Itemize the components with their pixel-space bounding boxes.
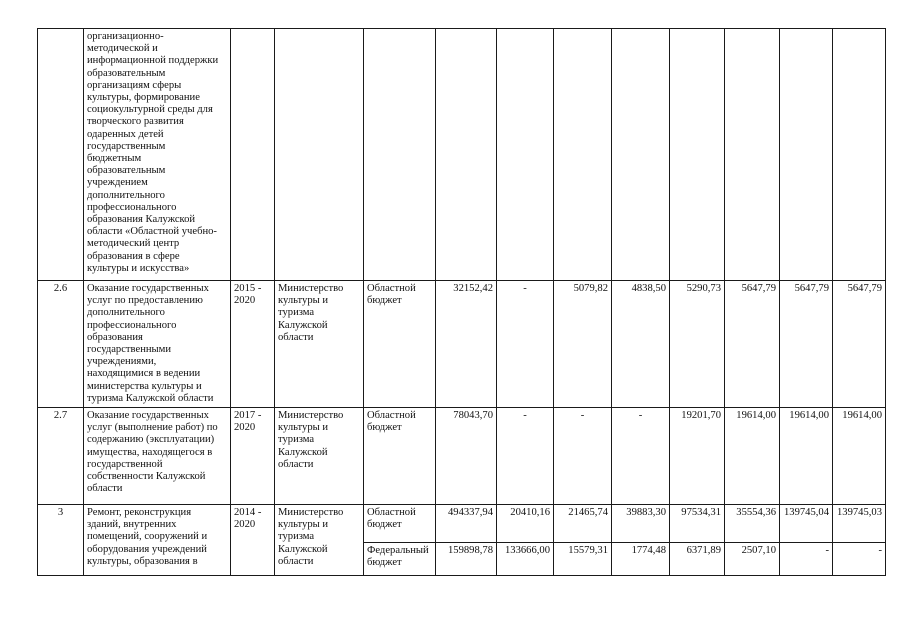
value-year: 97534,31 [670,505,725,543]
value-year [833,29,886,281]
value-year: - [833,543,886,576]
row-number: 3 [38,505,84,576]
value-year: 20410,16 [497,505,554,543]
period: 2015 - 2020 [231,281,275,408]
value-year: 5647,79 [833,281,886,408]
value-year: - [612,408,670,505]
budget-table [37,28,886,576]
value-year: 35554,36 [725,505,780,543]
value-total: 494337,94 [436,505,497,543]
value-year: 19614,00 [725,408,780,505]
value-total [436,29,497,281]
value-year: 39883,30 [612,505,670,543]
measure-name: Оказание государственных услуг (выполнение работ) по содержанию (эксплуатации) имущества, находящегося в государственной собственности Калужской области [84,408,231,505]
value-total: 32152,42 [436,281,497,408]
funding-source: Областной бюджет [364,281,436,408]
period [231,29,275,281]
table-row [38,29,886,281]
value-year: 5647,79 [780,281,833,408]
value-year: - [554,408,612,505]
value-year: 21465,74 [554,505,612,543]
executor: Министерство культуры и туризма Калужской области [275,281,364,408]
value-year: - [497,408,554,505]
value-year: 19201,70 [670,408,725,505]
value-year: 19614,00 [833,408,886,505]
period: 2014 - 2020 [231,505,275,576]
value-year: 5079,82 [554,281,612,408]
value-year [725,29,780,281]
value-total: 78043,70 [436,408,497,505]
funding-source: Областной бюджет [364,408,436,505]
measure-name: Оказание государственных услуг по предоставлению дополнительного профессионального образования государственными учреждениями, находящимися в ведении министерства культуры и туризма Калужской области [84,281,231,408]
value-total: 159898,78 [436,543,497,576]
value-year [612,29,670,281]
executor: Министерство культуры и туризма Калужской области [275,408,364,505]
funding-source: Федеральный бюджет [364,543,436,576]
value-year: - [780,543,833,576]
funding-source: Областной бюджет [364,505,436,543]
value-year: 6371,89 [670,543,725,576]
value-year: 1774,48 [612,543,670,576]
value-year: 133666,00 [497,543,554,576]
value-year: 19614,00 [780,408,833,505]
period: 2017 - 2020 [231,408,275,505]
table-row [38,281,886,408]
value-year [497,29,554,281]
value-year: 2507,10 [725,543,780,576]
value-year: 5647,79 [725,281,780,408]
value-year [554,29,612,281]
row-number: 2.7 [38,408,84,505]
row-number [38,29,84,281]
value-year [670,29,725,281]
measure-name: Ремонт, реконструкция зданий, внутренних помещений, сооружений и оборудования учреждений культуры, образования в [84,505,231,576]
measure-name: организационно- методической и информационной поддержки образовательным организациям сферы культуры, формирование социокультурной среды для творческого развития одаренных детей государственным бюджетным образовательным учреждением дополнительного профессионального образования Калужской области «Областной учебно- методический центр образования в сфере культуры и искусства» [84,29,231,281]
value-year: 139745,03 [833,505,886,543]
value-year: - [497,281,554,408]
table-row [38,408,886,505]
value-year: 139745,04 [780,505,833,543]
executor [275,29,364,281]
row-number: 2.6 [38,281,84,408]
executor: Министерство культуры и туризма Калужской области [275,505,364,576]
value-year: 5290,73 [670,281,725,408]
value-year: 4838,50 [612,281,670,408]
value-year [780,29,833,281]
funding-source [364,29,436,281]
table-row [38,505,886,543]
value-year: 15579,31 [554,543,612,576]
